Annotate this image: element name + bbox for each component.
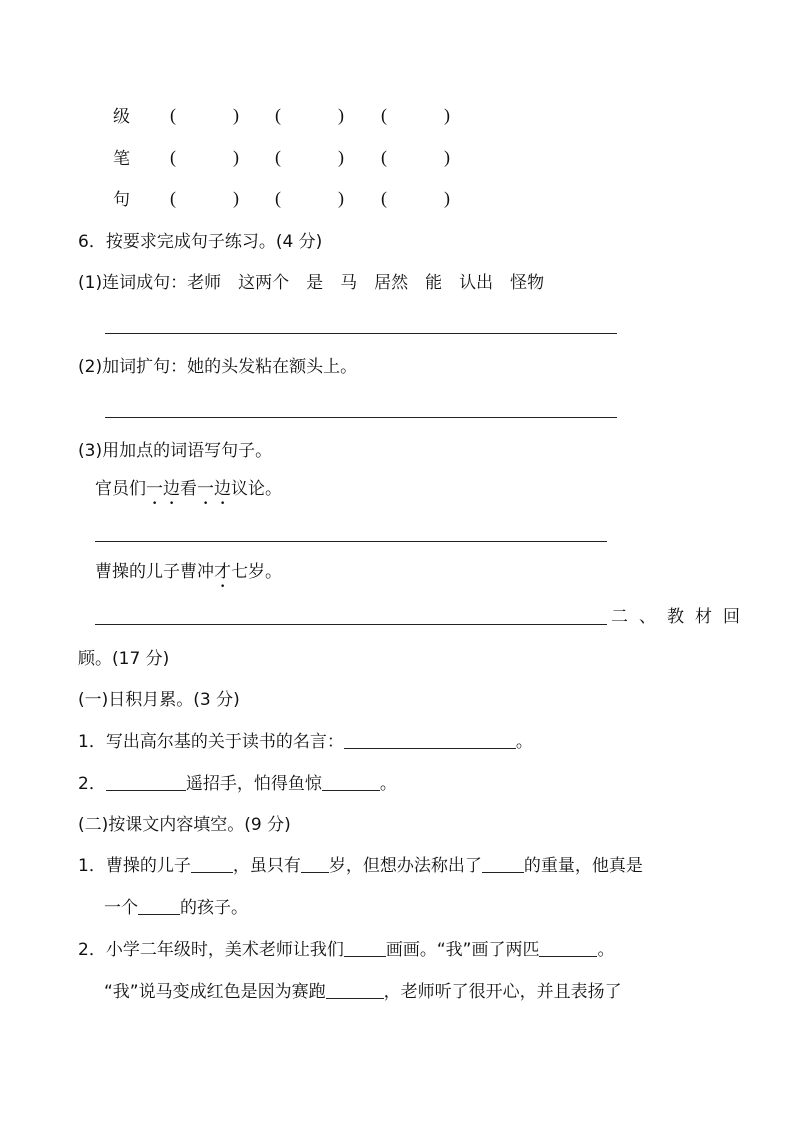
fill-blank[interactable] xyxy=(191,856,233,873)
row-char: 笔 xyxy=(113,149,130,169)
q6-title: 6．按要求完成句子练习。(4 分) xyxy=(78,232,323,252)
text: 看 xyxy=(180,479,197,499)
text: 。 xyxy=(379,774,397,794)
text: 1．写出高尔基的关于读书的名言： xyxy=(78,732,344,752)
part1-q2 xyxy=(78,773,397,795)
row-char: 级 xyxy=(113,107,130,127)
part2-q2-cont xyxy=(104,981,622,1003)
text: 1．曹操的儿子 xyxy=(78,856,191,876)
paren-close: ) xyxy=(338,188,344,208)
paren-open: ( xyxy=(381,188,387,208)
q6-part1: (1)连词成句：老师 这两个 是 马 居然 能 认出 怪物 xyxy=(78,273,545,293)
fill-blank[interactable] xyxy=(106,774,186,791)
text: 遥招手，怕得鱼惊 xyxy=(185,774,322,794)
fill-blank[interactable] xyxy=(326,982,384,999)
paren-close: ) xyxy=(233,105,239,125)
paren-open: ( xyxy=(275,147,281,167)
paren-open: ( xyxy=(170,105,176,125)
text: ，老师听了很开心，并且表扬了 xyxy=(383,982,622,1002)
fill-blank[interactable] xyxy=(344,732,516,749)
fill-blank[interactable] xyxy=(344,940,386,957)
paren-close: ) xyxy=(444,147,450,167)
paren-open: ( xyxy=(275,105,281,125)
example-sentence-2 xyxy=(95,561,282,592)
text: 一个 xyxy=(104,898,138,918)
fill-blank[interactable] xyxy=(301,856,329,873)
paren-open: ( xyxy=(275,188,281,208)
answer-line[interactable] xyxy=(95,624,607,625)
text: 议论。 xyxy=(231,479,282,499)
answer-line[interactable] xyxy=(105,417,617,418)
text: 2．小学二年级时，美术老师让我们 xyxy=(78,940,344,960)
paren-close: ) xyxy=(233,147,239,167)
text: 官员们 xyxy=(95,479,146,499)
paren-close: ) xyxy=(444,188,450,208)
paren-open: ( xyxy=(170,147,176,167)
text: “我”说马变成红色是因为赛跑 xyxy=(104,982,326,1002)
dotted-word: 边 xyxy=(214,479,231,499)
text: 岁，但想办法称出了 xyxy=(328,856,482,876)
answer-line[interactable] xyxy=(95,541,607,542)
part2-title: (二)按课文内容填空。(9 分) xyxy=(78,815,291,835)
part2-q1 xyxy=(78,855,643,877)
text: 的孩子。 xyxy=(180,898,248,918)
row-char: 句 xyxy=(113,190,130,210)
paren-close: ) xyxy=(338,105,344,125)
part2-q2 xyxy=(78,939,614,961)
fill-blank[interactable] xyxy=(482,856,524,873)
dotted-word: 才 xyxy=(214,562,231,582)
part2-q1-cont xyxy=(104,897,248,919)
paren-open: ( xyxy=(381,147,387,167)
paren-close: ) xyxy=(444,105,450,125)
text: 的重量，他真是 xyxy=(523,856,643,876)
fill-blank[interactable] xyxy=(539,940,597,957)
fill-blank[interactable] xyxy=(138,898,180,915)
fill-blank[interactable] xyxy=(322,774,380,791)
section2-title-cont: 顾。(17 分) xyxy=(78,649,170,669)
text: 七岁。 xyxy=(231,562,282,582)
text: 曹操的儿子曹冲 xyxy=(95,562,214,582)
dotted-word: 一 xyxy=(197,479,214,499)
text: 。 xyxy=(515,732,533,752)
text: ，虽只有 xyxy=(232,856,301,876)
part1-title: (一)日积月累。(3 分) xyxy=(78,690,240,710)
paren-open: ( xyxy=(381,105,387,125)
answer-line[interactable] xyxy=(105,333,617,334)
example-sentence-1 xyxy=(95,478,282,509)
dotted-word: 边 xyxy=(163,479,180,499)
part1-q1 xyxy=(78,731,533,753)
text: 画画。“我”画了两匹 xyxy=(385,940,540,960)
paren-close: ) xyxy=(233,188,239,208)
q6-part3: (3)用加点的词语写句子。 xyxy=(78,441,273,461)
dotted-word: 一 xyxy=(146,479,163,499)
section2-title: 二、教材回 xyxy=(611,607,751,627)
text: 2． xyxy=(78,774,106,794)
paren-open: ( xyxy=(170,188,176,208)
q6-part2: (2)加词扩句：她的头发粘在额头上。 xyxy=(78,357,358,377)
text: 。 xyxy=(597,940,615,960)
paren-close: ) xyxy=(338,147,344,167)
